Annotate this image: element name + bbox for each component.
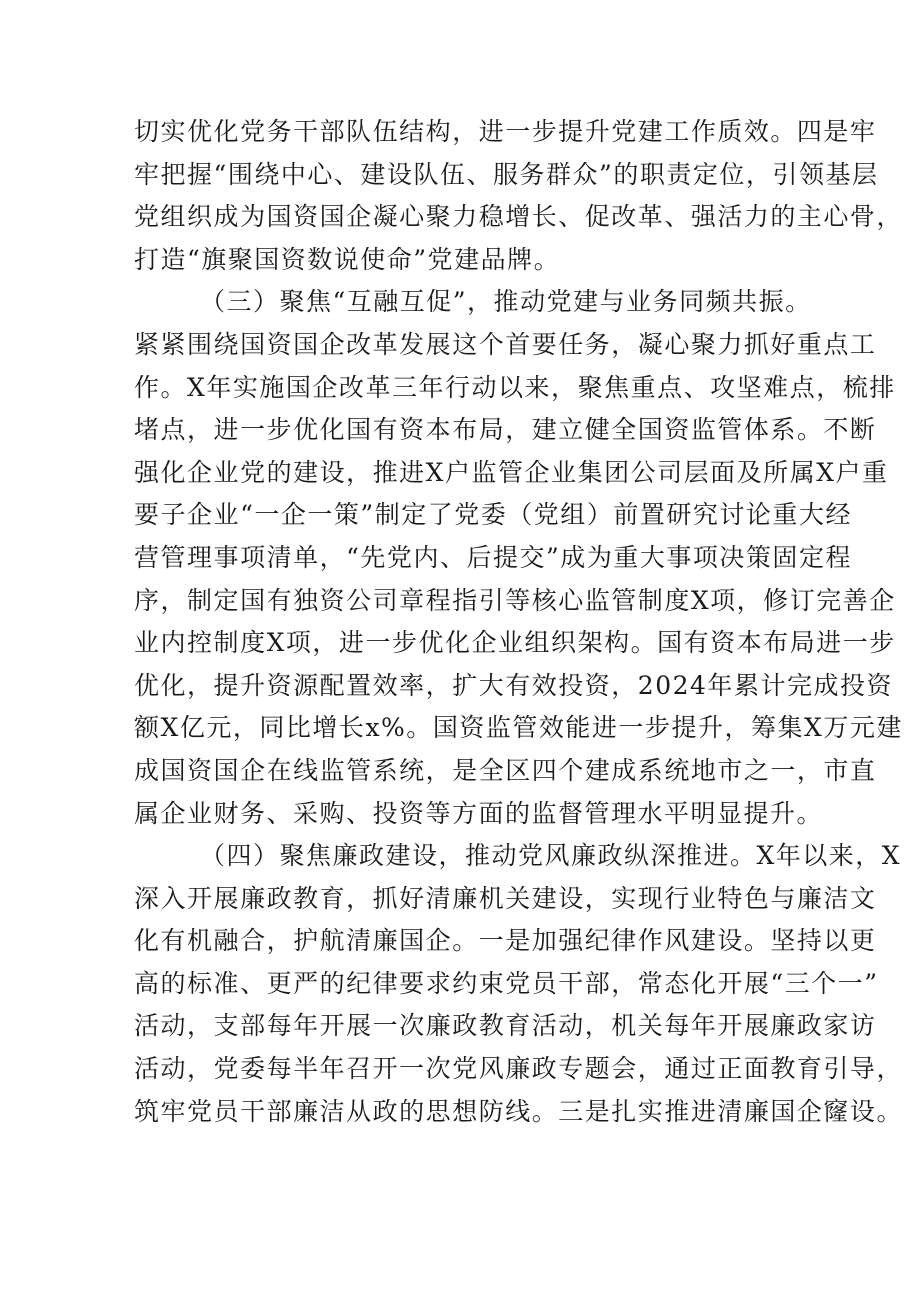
text-line: 活 动 ， 支 部 每 年 开 展 一 次 廉 政 教 育 活 动 ， 机 关 每 年 开 展 廉 政 家 访 [134, 1011, 877, 1041]
text-line: 成 国 资 国 企 在 线 监 管 系 统 ， 是 全 区 四 个 建 成 系 统 地 市 之 一 ， 市 直 [134, 755, 877, 785]
text-line: 优 化 ， 提 升 资 源 配 置 效 率 ， 扩 大 有 效 投 资 ， 2024 年 累 计 完 成 投 资 [134, 670, 894, 700]
body-text [134, 111, 903, 1133]
text-line: 要 子 企 业 “ 一 企 一 策 ” 制 定 了 党 委 （ 党 组 ） 前 置 研 究 讨 论 重 大 经 [134, 500, 852, 530]
text-line: 化 有 机 融 合 ， 护 航 清 廉 国 企 。 一 是 加 强 纪 律 作 风 建 设 。 坚 持 以 更 [134, 926, 877, 956]
text-line: 紧 紧 围 绕 国 资 国 企 改 革 发 展 这 个 首 要 任 务 ， 凝 心 聚 力 抓 好 重 点 工 [134, 329, 877, 359]
text-line: 强 化 企 业 党 的 建 设 ， 推 进 X 户 监 管 企 业 集 团 公 司 层 面 及 所 属 X 户 重 [134, 457, 889, 487]
text-line: 堵 点 ， 进 一 步 优 化 国 有 资 本 布 局 ， 建 立 健 全 国 资 监 管 体 系 。 不 断 [134, 415, 877, 445]
text-line: 筑 牢 党 员 干 部 廉 洁 从 政 的 思 想 防 线 。 三 是 扎 实 推 进 清 廉 国 企 窿 设 。 [134, 1096, 903, 1126]
text-line: 深 入 开 展 廉 政 教 育 ， 抓 好 清 廉 机 关 建 设 ， 实 现 行 业 特 色 与 廉 洁 文 [134, 883, 877, 913]
text-line: 额 X 亿 元 ， 同 比 增 长 x% 。 国 资 监 管 效 能 进 一 步 提 升 ， 筹 集 X 万 元 建 [134, 713, 903, 743]
text-line: 作 。 X 年 实 施 国 企 改 革 三 年 行 动 以 来 ， 聚 焦 重 点 、 攻 坚 难 点 ， 梳 排 [134, 372, 896, 402]
section-heading: （四）聚焦廉政建设，推动党风廉政纵深推进。X年以来，X [200, 841, 902, 871]
text-line: 活 动 ， 党 委 每 半 年 召 开 一 次 党 风 廉 政 专 题 会 ， 通 过 正 面 教 育 引 导 ， [134, 1054, 903, 1084]
text-line: 业 内 控 制 度 X 项 ， 进 一 步 优 化 企 业 组 织 架 构 。 国 有 资 本 布 局 进 一 步 [134, 628, 896, 658]
text-line: 党 组 织 成 为 国 资 国 企 凝 心 聚 力 稳 增 长 、 促 改 革 、 强 活 力 的 主 心 骨 ， [134, 202, 903, 232]
text-line: 高 的 标 准 、 更 严 的 纪 律 要 求 约 束 党 员 干 部 ， 常 态 化 开 展 “ 三 个 一 ” [134, 968, 879, 998]
text-line: 序 ， 制 定 国 有 独 资 公 司 章 程 指 引 等 核 心 监 管 制 度 X 项 ， 修 订 完 善 企 [134, 585, 896, 615]
section-heading: （三）聚焦“互融互促”，推动党建与业务同频共振。 [200, 287, 812, 317]
text-line: 属企业财务、采购、投资等方面的监督管理水平明显提升。 [134, 798, 824, 828]
text-line: 打造“旗聚国资数说使命”党建品牌。 [134, 244, 561, 274]
text-line: 营 管 理 事 项 清 单 ， “ 先 党 内 、 后 提 交 ” 成 为 重 大 事 项 决 策 固 定 程 [134, 542, 852, 572]
text-line: 牢 把 握 “ 围 绕 中 心 、 建 设 队 伍 、 服 务 群 众 ” 的 职 责 定 位 ， 引 领 基 层 [134, 159, 879, 189]
text-line: 切 实 优 化 党 务 干 部 队 伍 结 构 ， 进 一 步 提 升 党 建 工 作 质 效 。 四 是 牢 [134, 117, 877, 146]
